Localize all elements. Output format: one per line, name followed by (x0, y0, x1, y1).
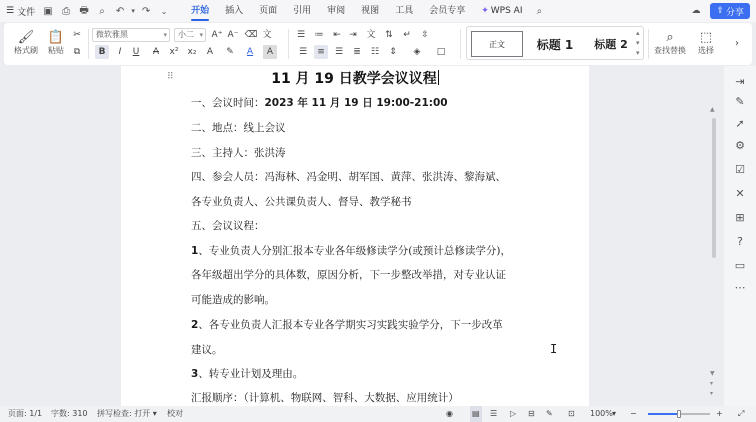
settings-sliders-icon[interactable]: ⚙ (735, 138, 745, 152)
page-count[interactable]: 页面: 1/1 (8, 409, 43, 418)
justify-icon[interactable]: ≣ (353, 47, 361, 57)
export-pdf-icon[interactable]: ⎙ (62, 5, 71, 17)
font-size-select[interactable]: 小二 ▾ (174, 28, 206, 42)
increase-indent-icon[interactable]: ⇥ (349, 30, 357, 40)
status-bar (0, 406, 756, 422)
share-label: 分享 (725, 7, 744, 18)
sidebar-toggle-icon[interactable]: ⇥ (735, 74, 745, 88)
vertical-scrollbar[interactable] (712, 118, 716, 258)
increase-font-icon[interactable]: A⁺ (211, 30, 223, 40)
select-button[interactable] (692, 27, 720, 59)
clipboard-icon: 📋 (47, 29, 65, 45)
line-text: 四、参会人员：冯海林、冯金明、胡军国、黄萍、张洪涛、黎海斌、 (191, 171, 506, 183)
magnifier-icon: ⌕ (666, 29, 674, 45)
font-name-select[interactable]: 微软雅黑 ▾ (92, 28, 170, 42)
scroll-down-icon[interactable]: ▼ (710, 370, 715, 377)
line-text: 三、主持人：张洪涛 (191, 147, 286, 159)
redo-icon[interactable]: ↷ (141, 5, 151, 17)
clear-format-icon[interactable]: ⌫ (244, 30, 258, 40)
select-cursor-icon[interactable]: ➚ (735, 116, 745, 130)
wps-ai-label: WPS AI (490, 6, 523, 16)
border-icon[interactable]: □ (436, 47, 446, 57)
eye-protect-icon[interactable]: ◉ (446, 409, 453, 418)
divider (288, 29, 289, 59)
divider (88, 29, 89, 59)
bullet-list-icon[interactable]: ☰ (296, 30, 306, 40)
copy-icon[interactable]: ⧉ (73, 47, 81, 57)
scroll-down-end-icon[interactable]: ▾ (710, 390, 714, 397)
zoom-level[interactable]: 100% (590, 409, 613, 418)
zoom-slider[interactable] (648, 413, 710, 415)
doc-line-8[interactable] (191, 267, 506, 282)
doc-line-3[interactable] (191, 145, 286, 160)
chinese-layout-icon[interactable]: 文 (366, 30, 376, 40)
page-view-icon[interactable]: ▤ (470, 406, 482, 422)
font-color-button[interactable]: A (246, 47, 254, 57)
char-shading-button[interactable]: A (263, 45, 277, 59)
line-spacing-icon[interactable]: ⇳ (421, 30, 429, 40)
tab-home[interactable]: 开始 (183, 0, 217, 22)
line-spacing-button[interactable]: ⇕ (389, 47, 397, 57)
find-replace-label: 查找替换 (654, 45, 686, 55)
cloud-sync-icon[interactable]: ☁ (691, 6, 701, 16)
subscript-button[interactable]: x₂ (187, 47, 197, 57)
select-label: 选择 (698, 45, 714, 55)
tab-references[interactable]: 引用 (293, 6, 312, 16)
doc-line-7[interactable] (191, 243, 511, 258)
zoom-dropdown-icon[interactable]: ▾ (612, 409, 617, 418)
ai-sparkle-icon: ✦ (481, 6, 489, 16)
zoom-in-icon[interactable]: + (716, 409, 723, 418)
superscript-button[interactable]: x² (169, 47, 179, 57)
brush-icon: 🖌 (17, 29, 35, 45)
outline-view-icon[interactable]: ☰ (490, 409, 498, 418)
zoom-slider-knob[interactable] (677, 410, 681, 418)
align-right-icon[interactable]: ☰ (334, 47, 344, 57)
undo-icon[interactable]: ↶ (115, 5, 125, 17)
tab-tools[interactable]: 工具 (395, 6, 414, 16)
edit-pen-icon[interactable]: ✎ (735, 94, 745, 108)
text-caret (438, 70, 439, 85)
wps-ai-button[interactable] (473, 0, 530, 22)
share-button[interactable] (710, 3, 750, 19)
doc-line-12[interactable] (191, 366, 303, 381)
doc-line-2[interactable] (191, 120, 286, 135)
doc-line-1[interactable] (191, 95, 448, 110)
sort-icon[interactable]: ⇅ (385, 30, 393, 40)
cut-icon[interactable]: ✂ (73, 30, 81, 40)
line-text: 建议。 (191, 344, 223, 356)
tab-page[interactable]: 页面 (259, 6, 278, 16)
line-text: 、各专业负责人汇报本专业各学期实习实践实验学分，下一步改革 (198, 319, 503, 331)
write-mode-icon[interactable]: ✎ (546, 409, 553, 418)
more-icon[interactable]: ⋯ (734, 280, 746, 294)
doc-line-4[interactable] (191, 169, 506, 184)
line-bold-text: 2023 年 11 月 19 日 19:00-21:00 (264, 97, 448, 109)
tab-view[interactable]: 视图 (361, 6, 380, 16)
share-icon: ⇪ (716, 6, 724, 16)
mouse-ibeam-icon: I (550, 342, 558, 356)
more-chevron-icon[interactable]: ⌄ (160, 6, 168, 16)
find-replace-button[interactable] (652, 27, 688, 59)
paste-button[interactable] (42, 27, 70, 59)
document-page[interactable] (121, 66, 589, 406)
cursor-arrow-icon: ⬚ (699, 29, 713, 45)
divider (460, 29, 461, 59)
tab-review[interactable]: 审阅 (327, 6, 346, 16)
line-text: 、转专业计划及理由。 (198, 368, 304, 380)
line-text: 各专业负责人、公共课负责人、督导、教学秘书 (191, 196, 412, 208)
hamburger-icon: ☰ (6, 6, 15, 16)
align-center-icon[interactable]: ≡ (314, 45, 328, 59)
show-marks-icon[interactable]: ↵ (403, 30, 411, 40)
distribute-icon[interactable]: ☷ (370, 47, 380, 57)
line-bold-text: 2 (191, 319, 199, 331)
decrease-font-icon[interactable]: A⁻ (227, 30, 239, 40)
line-text: 、专业负责人分别汇报本专业各年级修读学分(或预计总修读学分)， (198, 245, 512, 257)
line-bold-text: 1 (191, 245, 199, 257)
style-normal[interactable]: 正文 (471, 31, 523, 57)
print-icon[interactable]: 🖶 (79, 4, 89, 16)
decrease-indent-icon[interactable]: ⇤ (333, 30, 341, 40)
bold-button[interactable]: B (95, 45, 109, 59)
word-count[interactable]: 字数: 310 (51, 409, 88, 418)
comment-icon[interactable]: ▭ (734, 258, 746, 272)
web-view-icon[interactable]: ▷ (510, 409, 517, 418)
print-preview-icon[interactable]: ⌕ (99, 5, 105, 17)
right-side-panel (724, 66, 756, 406)
doc-line-13[interactable] (191, 390, 459, 405)
doc-line-5[interactable] (191, 194, 412, 209)
zoom-slider-fill (648, 413, 679, 415)
paste-label: 粘贴 (48, 45, 64, 55)
zoom-out-icon[interactable]: − (630, 409, 637, 418)
read-mode-icon[interactable]: ⊟ (528, 409, 535, 418)
doc-line-6[interactable] (191, 218, 265, 233)
line-bold-text: 3 (191, 368, 199, 380)
undo-dropdown-icon[interactable]: ▾ (131, 7, 135, 15)
translate-book-icon[interactable]: ⊞ (735, 210, 745, 224)
tools-icon[interactable]: ✕ (735, 186, 745, 200)
document-title[interactable] (121, 68, 589, 88)
line-text: 一、会议时间： (191, 97, 265, 109)
tab-insert[interactable]: 插入 (225, 6, 244, 16)
highlight-button[interactable]: ✎ (226, 47, 234, 57)
menu-bar (0, 0, 756, 22)
document-check-icon[interactable]: ☑ (735, 162, 745, 176)
line-text: 五、会议议程： (191, 220, 265, 232)
style-gallery-scroll[interactable]: ▴ ▾ ▾ (636, 29, 640, 57)
file-menu[interactable] (0, 0, 39, 22)
style-heading-2[interactable]: 标题 2 (594, 38, 628, 51)
doc-line-11[interactable] (191, 342, 223, 357)
shading-icon[interactable]: ◈ (413, 47, 421, 57)
underline-button[interactable]: U (132, 47, 140, 57)
spellcheck-status[interactable] (97, 406, 157, 422)
chevron-down-icon: ▾ (152, 409, 157, 418)
doc-line-9[interactable] (191, 292, 275, 307)
text-effect-button[interactable]: A (206, 47, 214, 57)
style-gallery (466, 26, 644, 60)
doc-line-10[interactable] (191, 317, 503, 332)
scroll-up-icon[interactable]: ▲ (710, 106, 715, 113)
line-text: 汇报顺序：（计算机、物联网、智科、大数据、应用统计） (191, 392, 459, 404)
help-icon[interactable]: ? (737, 234, 743, 248)
phonetic-icon[interactable]: 文 (262, 30, 272, 40)
line-text: 可能造成的影响。 (191, 294, 275, 306)
tab-member[interactable]: 会员专享 (429, 6, 466, 16)
fullscreen-icon[interactable]: ⤢ (738, 409, 745, 418)
scroll-down-page-icon[interactable]: ▾ (710, 380, 714, 387)
divider (648, 29, 649, 59)
numbered-list-icon[interactable]: ≔ (314, 30, 324, 40)
style-heading-1[interactable]: 标题 1 (536, 37, 574, 52)
drag-handle-icon[interactable]: ⠿ (167, 72, 173, 82)
line-text: 各年级超出学分的具体数，原因分析，下一步整改举措，对专业认证 (191, 269, 506, 281)
format-painter-label: 格式刷 (14, 45, 38, 55)
search-icon[interactable]: ⌕ (536, 5, 543, 17)
italic-button[interactable]: I (118, 47, 122, 57)
file-menu-label: 文件 (17, 7, 36, 18)
format-painter-button[interactable] (10, 27, 42, 59)
align-left-icon[interactable]: ☰ (298, 47, 308, 57)
proofread-button[interactable]: 校对 (167, 409, 183, 418)
ribbon-expand-icon[interactable]: › (735, 37, 739, 49)
ribbon-toolbar (4, 23, 752, 65)
line-text: 二、地点：线上会议 (191, 122, 286, 134)
strikethrough-button[interactable]: A (152, 47, 160, 57)
save-icon[interactable]: ▣ (43, 5, 53, 17)
spellcheck-label: 拼写检查: 打开 (97, 409, 151, 418)
fit-page-icon[interactable]: ⊡ (568, 409, 575, 418)
title-text: 11 月 19 日教学会议议程 (271, 71, 437, 87)
